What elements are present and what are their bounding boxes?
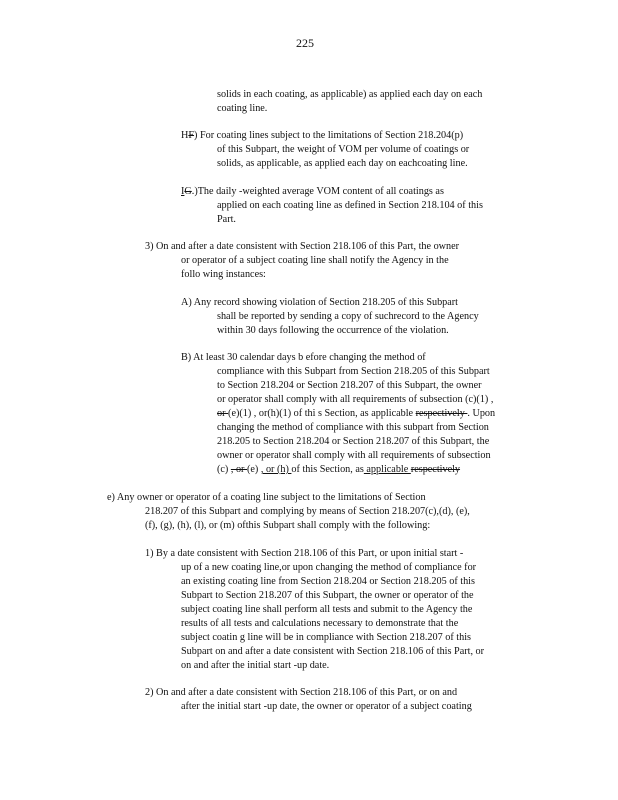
- text-segment: (f), (g), (h), (l), or (m) ofthis Subpart shall comply with the following:: [145, 520, 431, 531]
- text-segment: of this Section, as: [291, 464, 364, 475]
- text-line: [217, 88, 482, 103]
- text-segment: (c): [217, 464, 231, 475]
- text-segment: of this Subpart, the weight of VOM per volume of coatings or: [217, 144, 470, 155]
- text-segment: shall be reported by sending a copy of suchrecord to the Agency: [217, 311, 479, 322]
- text-line: [181, 185, 444, 200]
- text-segment: .)The daily -weighted average VOM content of all coatings as: [191, 186, 444, 197]
- text-segment: B) At least 30 calendar days b efore changing the method of: [181, 352, 426, 363]
- text-segment: results of all tests and calculations necessary to demonstrate that the: [181, 618, 459, 629]
- text-segment: after the initial start -up date, the owner or operator of a subject coating: [181, 701, 472, 712]
- text-line: [217, 102, 267, 117]
- text-segment: applied on each coating line as defined in Section 218.104 of this: [217, 200, 483, 211]
- text-line: [217, 365, 490, 380]
- text-segment: compliance with this Subpart from Section 218.205 of this Subpart: [217, 366, 490, 377]
- struck-text: F: [188, 130, 195, 141]
- page-number: 225: [296, 36, 314, 50]
- text-line: [181, 589, 474, 604]
- text-line: [181, 700, 472, 715]
- text-segment: 2) On and after a date consistent with Section 218.106 of this Part, or on and: [145, 687, 458, 698]
- text-segment: subject coatin g line will be in compliance with Section 218.207 of this: [181, 632, 472, 643]
- text-line: [107, 491, 426, 506]
- text-line: [145, 240, 459, 255]
- text-segment: . Upon: [467, 408, 496, 419]
- inserted-text: applicable: [363, 464, 411, 475]
- struck-text: respectively: [415, 408, 468, 419]
- text-line: [181, 603, 472, 618]
- text-line: [217, 324, 449, 339]
- text-segment: within 30 days following the occurrence of the violation.: [217, 325, 449, 336]
- text-line: [181, 631, 471, 646]
- text-segment: solids in each coating, as applicable) as applied each day on each: [217, 89, 483, 100]
- struck-text: , or: [230, 464, 247, 475]
- text-line: [181, 575, 475, 590]
- text-line: [217, 199, 483, 214]
- text-segment: to Section 218.204 or Section 218.207 of this Subpart, the owner: [217, 380, 482, 391]
- text-segment: or operator shall comply with all requirements of subsection (c)(1) ,: [217, 394, 494, 405]
- text-line: [217, 310, 479, 325]
- text-line: [217, 407, 495, 422]
- text-line: [217, 157, 468, 172]
- text-segment: up of a new coating line,or upon changing the method of compliance for: [181, 562, 477, 573]
- text-line: [181, 659, 329, 674]
- text-segment: follo wing instances:: [181, 269, 266, 280]
- text-segment: e) Any owner or operator of a coating line subject to the limitations of Section: [107, 492, 426, 503]
- text-segment: 218.207 of this Subpart and complying by means of Section 218.207(c),(d), (e),: [145, 506, 470, 517]
- text-line: [217, 379, 482, 394]
- text-segment: (e)(1) , or(h)(1) of thi s Section, as applicable: [228, 408, 416, 419]
- struck-text: respectively: [410, 464, 461, 475]
- text-segment: changing the method of compliance with this subpart from Section: [217, 422, 489, 433]
- text-segment: Subpart on and after a date consistent with Section 218.106 of this Part, or: [181, 646, 485, 657]
- text-line: [217, 143, 469, 158]
- text-line: [181, 617, 458, 632]
- text-line: [145, 686, 457, 701]
- text-segment: 3) On and after a date consistent with Section 218.106 of this Part, the owner: [145, 241, 460, 252]
- text-segment: Subpart to Section 218.207 of this Subpart, the owner or operator of the: [181, 590, 474, 601]
- text-line: [181, 296, 458, 311]
- text-segment: (e): [247, 464, 261, 475]
- text-segment: 1) By a date consistent with Section 218.106 of this Part, or upon initial start -: [145, 548, 464, 559]
- text-segment: subject coating line shall perform all tests and submit to the Agency the: [181, 604, 473, 615]
- text-segment: Part.: [217, 214, 236, 225]
- text-segment: on and after the initial start -up date.: [181, 660, 330, 671]
- text-line: [181, 645, 484, 660]
- text-line: [217, 393, 493, 408]
- text-segment: 218.205 to Section 218.204 or Section 218.207 of this Subpart, the: [217, 436, 490, 447]
- text-line: [181, 351, 426, 366]
- text-segment: H: [181, 130, 189, 141]
- text-line: [181, 268, 266, 283]
- text-line: [181, 254, 449, 269]
- text-line: [217, 449, 491, 464]
- text-line: [217, 463, 460, 478]
- text-line: [217, 435, 489, 450]
- text-line: [217, 421, 489, 436]
- text-line: [145, 547, 463, 562]
- text-line: [145, 519, 430, 534]
- text-segment: ) For coating lines subject to the limitations of Section 218.204(p): [194, 130, 464, 141]
- text-segment: an existing coating line from Section 218.204 or Section 218.205 of this: [181, 576, 475, 587]
- text-line: [217, 213, 236, 228]
- text-segment: A) Any record showing violation of Section 218.205 of this Subpart: [181, 297, 459, 308]
- text-segment: or operator of a subject coating line shall notify the Agency in the: [181, 255, 449, 266]
- struck-text: G: [184, 186, 192, 197]
- text-segment: solids, as applicable, as applied each day on eachcoating line.: [217, 158, 468, 169]
- inserted-text: , or (h): [260, 464, 292, 475]
- text-line: [145, 505, 470, 520]
- text-segment: coating line.: [217, 103, 268, 114]
- text-line: [181, 129, 463, 144]
- struck-text: or: [217, 408, 229, 419]
- text-line: [181, 561, 476, 576]
- inserted-text: I: [181, 186, 185, 197]
- text-segment: owner or operator shall comply with all requirements of subsection: [217, 450, 491, 461]
